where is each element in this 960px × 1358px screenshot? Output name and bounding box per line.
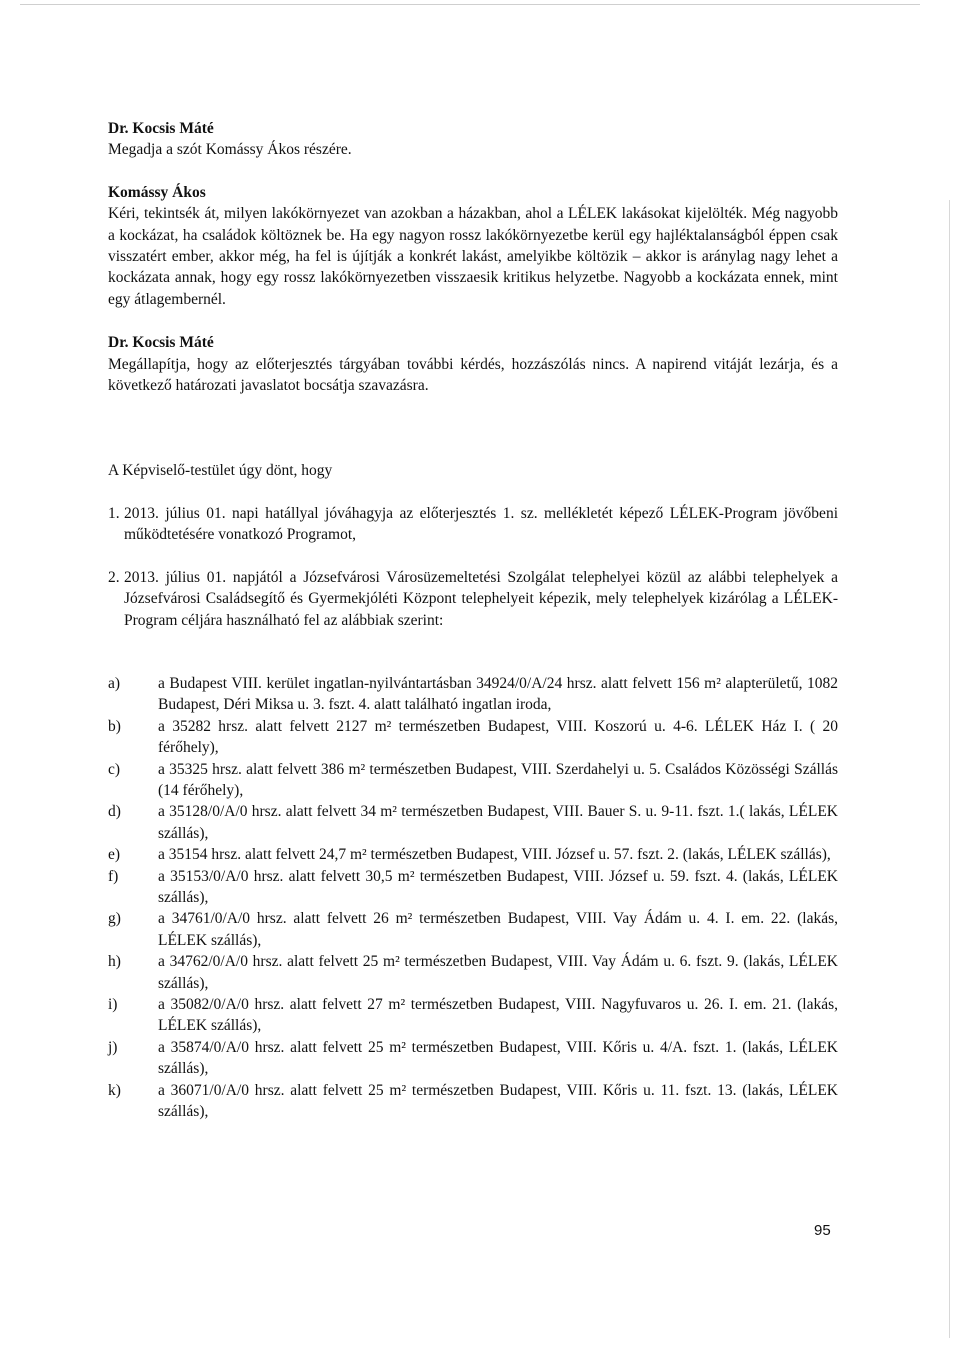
list-item: [108, 908, 838, 951]
list-item: [108, 844, 838, 865]
list-item-text: a 35154 hrsz. alatt felvett 24,7 m² természetben Budapest, VIII. József u. 57. fszt. 2. (lakás, LÉLEK szállás),: [158, 846, 831, 864]
list-item-text: a 34761/0/A/0 hrsz. alatt felvett 26 m² természetben Budapest, VIII. Vay Ádám u. 4. I. em. 22. (lakás, LÉLEK szállás),: [158, 910, 838, 949]
speaker-statement: Kéri, tekintsék át, milyen lakókörnyezet van azokban a házakban, ahol a LÉLEK lakásokat kijelölték. Még nagyobb a kockázat, ha családok költöznek be. Ha egy nagyon rossz lakókörnyezetbe kerül egy hajléktalanságból éppen csak visszatért ember, akkor még, ha fel is újítják a konkrét lakást, amelyikbe költözik – akkor is aránylag nagy lehet a kockázata annak, hogy egy rossz lakókörnyezetben visszaesik kritikus helyzetbe. Nagyobb a kockázata ennek, mint egy átlagembernél.: [108, 205, 838, 308]
speaker-name: Komássy Ákos: [108, 183, 206, 201]
list-item-text: a 36071/0/A/0 hrsz. alatt felvett 25 m² természetben Budapest, VIII. Kőris u. 11. fszt. 13. (lakás, LÉLEK szállás),: [158, 1081, 838, 1121]
list-item-label: d): [108, 803, 121, 821]
list-item-text: a 35082/0/A/0 hrsz. alatt felvett 27 m² természetben Budapest, VIII. Nagyfuvaros u. 26. I. em. 21. (lakás, LÉLEK szállás),: [158, 996, 838, 1035]
speaker-name: Dr. Kocsis Máté: [108, 120, 214, 137]
page-number: 95: [814, 1222, 831, 1239]
list-item-label: b): [108, 717, 121, 735]
document-page: [108, 118, 838, 1122]
list-item: [108, 716, 838, 759]
list-item-label: h): [108, 953, 121, 971]
scan-edge-right: [949, 200, 950, 1338]
list-item-text: a 35874/0/A/0 hrsz. alatt felvett 25 m² természetben Budapest, VIII. Kőris u. 4/A. fszt. 1. (lakás, LÉLEK szállás),: [158, 1038, 838, 1078]
decision-point-number: 1.: [108, 504, 120, 522]
list-item-label: a): [108, 674, 121, 692]
list-item-text: a 34762/0/A/0 hrsz. alatt felvett 25 m² természetben Budapest, VIII. Vay Ádám u. 6. fszt. 9. (lakás, LÉLEK szállás),: [158, 953, 838, 992]
list-item: [108, 951, 838, 994]
decision-point-number: 2.: [108, 568, 120, 586]
decision-point: [108, 503, 838, 546]
list-item-label: e): [108, 846, 121, 864]
list-item: [108, 673, 838, 716]
list-item-text: a 35282 hrsz. alatt felvett 2127 m² természetben Budapest, VIII. Koszorú u. 4-6. LÉLEK Ház I. ( 20 férőhely),: [158, 717, 838, 757]
list-item-label: j): [108, 1038, 118, 1056]
property-list: [108, 673, 838, 1123]
list-item: [108, 1080, 838, 1123]
list-item: [108, 1037, 838, 1080]
list-item-text: a 35153/0/A/0 hrsz. alatt felvett 30,5 m² természetben Budapest, VIII. József u. 59. fszt. 4. (lakás, LÉLEK szállás),: [158, 867, 838, 906]
list-item-label: f): [108, 867, 119, 885]
speaker-statement: Megadja a szót Komássy Ákos részére.: [108, 141, 352, 159]
list-item-text: a Budapest VIII. kerület ingatlan-nyilvántartásban 34924/0/A/24 hrsz. alatt felvett 156 m² alapterületű, 1082 Budapest, Déri Miksa u. 3. fszt. 4. alatt található ingatlan iroda,: [158, 674, 838, 714]
list-item-label: i): [108, 996, 118, 1013]
list-item: [108, 759, 838, 802]
list-item: [108, 801, 838, 844]
list-item: [108, 866, 838, 909]
speaker-name: Dr. Kocsis Máté: [108, 334, 214, 352]
list-item-label: g): [108, 910, 121, 928]
list-item-text: a 35128/0/A/0 hrsz. alatt felvett 34 m² természetben Budapest, VIII. Bauer S. u. 9-11. fszt. 1.( lakás, LÉLEK szállás),: [158, 803, 838, 842]
list-item-label: k): [108, 1081, 121, 1099]
list-item-text: a 35325 hrsz. alatt felvett 386 m² természetben Budapest, VIII. Szerdahelyi u. 5. Családos Közösségi Szállás (14 férőhely),: [158, 760, 838, 799]
speaker-statement: Megállapítja, hogy az előterjesztés tárgyában további kérdés, hozzászólás nincs. A napirend vitáját lezárja, és a következő határozati javaslatot bocsátja szavazásra.: [108, 355, 838, 395]
list-item-label: c): [108, 760, 121, 778]
decision-point-text: 2013. július 01. napjától a Józsefvárosi Városüzemeltetési Szolgálat telephelyei közül az alábbi telephelyek a Józsefvárosi Családsegítő és Gyermekjóléti Központ telephelyeit képezik, mely telephelyek kizárólag a LÉLEK-Program céljára használható fel az alábbiak szerint:: [124, 568, 838, 629]
decision-point-text: 2013. július 01. napi hatállyal jóváhagyja az előterjesztés 1. sz. mellékletét képező LÉLEK-Program jövőbeni működtetésére vonatkozó Programot,: [124, 504, 838, 544]
list-item: [108, 994, 838, 1037]
decision-point: [108, 567, 838, 631]
scan-edge-top: [20, 4, 920, 5]
decision-title: A Képviselő-testület úgy dönt, hogy: [108, 462, 333, 480]
